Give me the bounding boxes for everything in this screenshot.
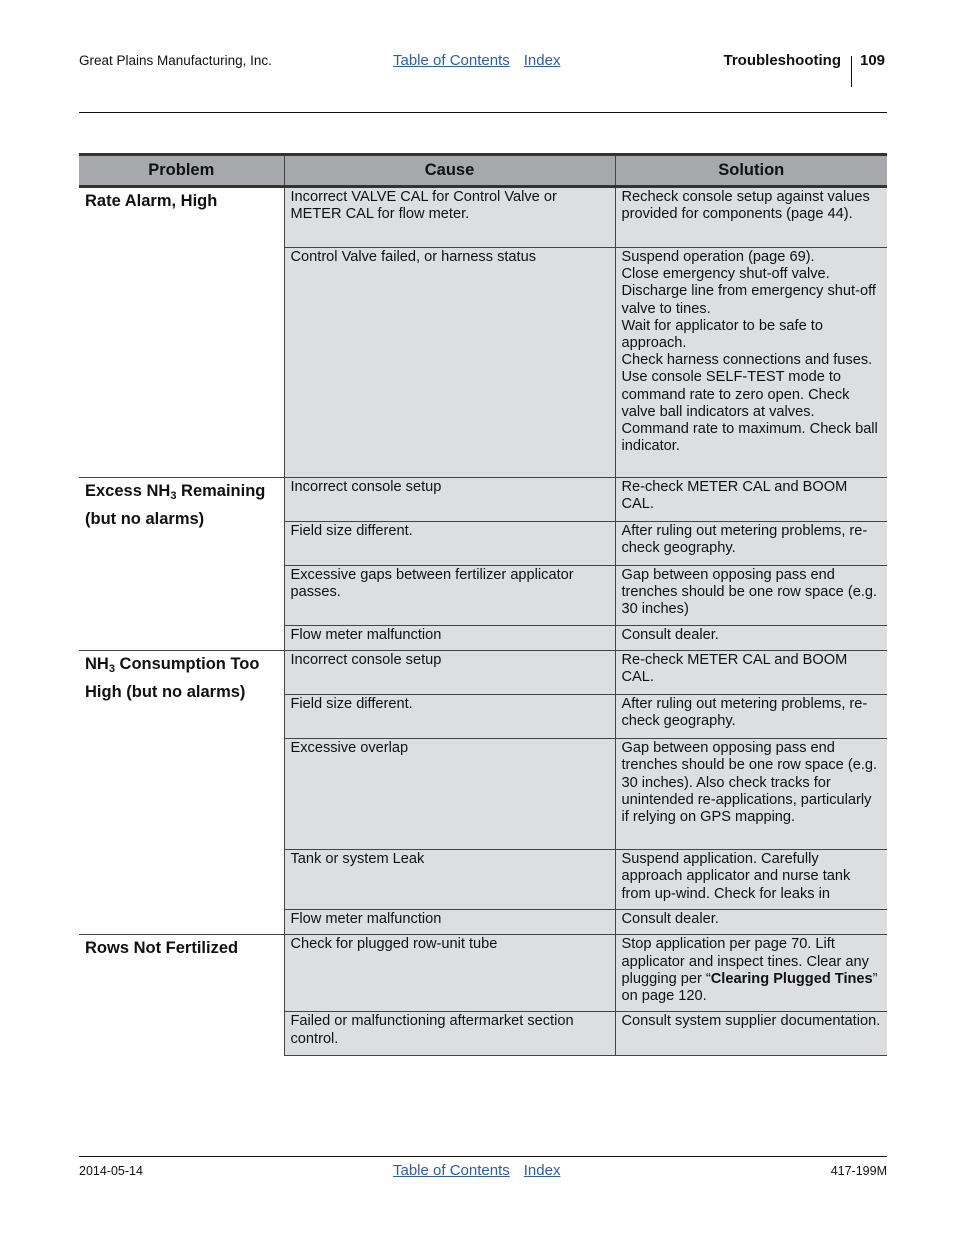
document-number: 417-199M (830, 1164, 887, 1178)
solution-line: Command rate to maximum. Check ball indicator. (621, 421, 878, 455)
solution-cell (615, 187, 887, 248)
column-header-problem: Problem (79, 155, 284, 187)
publication-date: 2014-05-14 (79, 1164, 143, 1178)
solution-line: Discharge line from emergency shut-off valve to tines. (621, 283, 876, 317)
cause-cell: Excessive gaps between fertilizer applicator passes. (284, 566, 615, 626)
solution-line: Re-check METER CAL and BOOM CAL. (621, 479, 848, 513)
cause-cell: Flow meter malfunction (284, 626, 615, 651)
table-row (79, 187, 887, 248)
solution-line: Check harness connections and fuses. (621, 352, 873, 369)
problem-cell: Rows Not Fertilized (79, 935, 284, 1056)
problem-cell: Rate Alarm, High (79, 187, 284, 478)
company-name: Great Plains Manufacturing, Inc. (79, 53, 272, 68)
column-header-cause: Cause (284, 155, 615, 187)
header-nav (393, 52, 560, 69)
solution-cell (615, 566, 887, 626)
cause-cell: Field size different. (284, 522, 615, 566)
table-header-row (79, 155, 887, 187)
solution-line: Use console SELF-TEST mode to command rate to zero open. Check valve ball indicators at valves. (621, 369, 850, 420)
solution-cell (615, 248, 887, 478)
index-link[interactable]: Index (523, 1162, 561, 1179)
cause-cell: Incorrect console setup (284, 651, 615, 695)
solution-line: Consult system supplier documentation. (621, 1013, 881, 1030)
solution-line: Re-check METER CAL and BOOM CAL. (621, 652, 848, 686)
subscript: 3 (170, 490, 177, 502)
troubleshooting-table (79, 153, 887, 1056)
problem-cell: $NH_3$ Consumption Too High (but no alarms) (79, 651, 284, 935)
solution-line: After ruling out metering problems, re-check geography. (621, 523, 868, 557)
solution-line: Consult dealer. (621, 911, 719, 928)
table-row (79, 651, 887, 695)
solution-line: Gap between opposing pass end trenches should be one row space (e.g. 30 inches) (621, 567, 878, 618)
index-link[interactable]: Index (523, 52, 561, 69)
header-rule (79, 112, 887, 113)
solution-line: Suspend operation (page 69). (621, 249, 815, 265)
cause-cell: Excessive overlap (284, 739, 615, 850)
cause-cell: Flow meter malfunction (284, 910, 615, 935)
solution-line: Close emergency shut-off valve. (621, 266, 830, 283)
solution-cell (615, 626, 887, 651)
solution-cell (615, 478, 887, 522)
table-of-contents-link[interactable]: Table of Contents (393, 1162, 510, 1179)
solution-line: After ruling out metering problems, re-check geography. (621, 696, 868, 730)
cross-reference: Clearing Plugged Tines (710, 970, 873, 987)
table-of-contents-link[interactable]: Table of Contents (393, 52, 510, 69)
solution-line: Gap between opposing pass end trenches should be one row space (e.g. 30 inches). Also check tracks for unintended re-applications, particularly if relying on GPS mapping. (621, 740, 878, 826)
table-row (79, 935, 887, 1012)
solution-cell (615, 695, 887, 739)
solution-cell (615, 522, 887, 566)
cause-cell: Field size different. (284, 695, 615, 739)
problem-cell: Excess $NH_3$ Remaining (but no alarms) (79, 478, 284, 651)
solution-line: Consult dealer. (621, 627, 719, 643)
footer-rule (79, 1156, 887, 1157)
solution-line: Suspend application. Carefully approach applicator and nurse tank from up-wind. Check for leaks in (621, 851, 851, 902)
solution-line: Recheck console setup against values provided for components (page 44). (621, 189, 870, 223)
cause-cell: Incorrect console setup (284, 478, 615, 522)
solution-cell (615, 739, 887, 850)
solution-cell (615, 651, 887, 695)
cause-cell: Check for plugged row-unit tube (284, 935, 615, 1012)
page-number: 109 (860, 52, 886, 69)
cause-cell: Control Valve failed, or harness status (284, 248, 615, 478)
solution-cell (615, 850, 887, 910)
footer-nav (393, 1162, 560, 1179)
solution-line: Wait for applicator to be safe to approach. (621, 317, 823, 352)
cause-cell: Failed or malfunctioning aftermarket section control. (284, 1012, 615, 1056)
table-row (79, 478, 887, 522)
header-divider (851, 56, 852, 87)
subscript: 3 (108, 663, 115, 676)
solution-cell (615, 910, 887, 935)
section-title: Troubleshooting (723, 52, 841, 69)
solution-cell: Stop application per page 70. Lift applicator and inspect tines. Clear any plugging per “Clearing Plugged Tines” on page 120. (615, 935, 887, 1012)
cause-cell: Incorrect VALVE CAL for Control Valve or METER CAL for flow meter. (284, 187, 615, 248)
solution-cell (615, 1012, 887, 1056)
cause-cell: Tank or system Leak (284, 850, 615, 910)
column-header-solution: Solution (615, 155, 887, 187)
